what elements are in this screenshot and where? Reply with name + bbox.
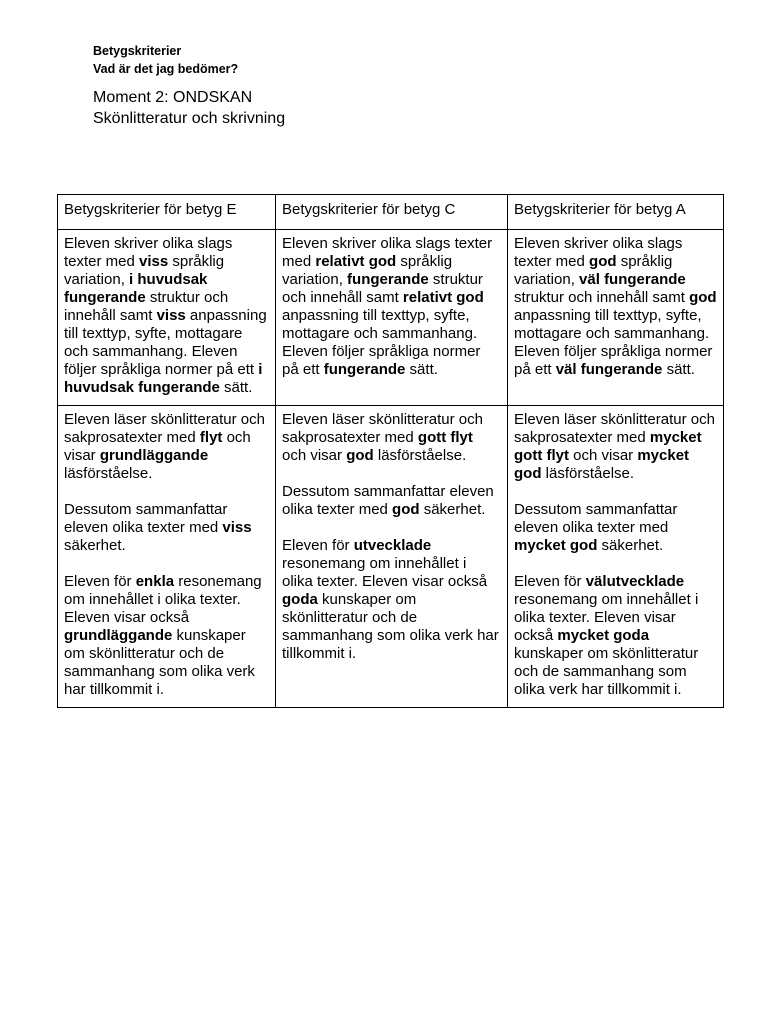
criteria-text: anpassning till texttyp, syfte, mottagare och sammanhang. Eleven följer språkliga normer på ett	[282, 307, 481, 378]
criteria-paragraph	[282, 537, 501, 663]
criteria-paragraph	[514, 501, 717, 555]
table-row	[58, 406, 724, 708]
emphasized-term: mycket goda	[557, 627, 650, 644]
criteria-paragraph	[64, 573, 269, 699]
criteria-text: Dessutom sammanfattar eleven olika texter med	[514, 501, 678, 536]
emphasized-term: grundläggande	[64, 627, 173, 644]
emphasized-term: väl fungerande	[579, 271, 686, 288]
criteria-text: kunskaper om skönlitteratur och de sammanhang som olika verk har tillkommit i.	[514, 645, 699, 698]
criteria-text: anpassning till texttyp, syfte, mottagare och sammanhang. Eleven följer språkliga normer på ett	[514, 307, 713, 378]
emphasized-term: i huvudsak fungerande	[64, 361, 263, 396]
criteria-text: struktur och innehåll samt	[282, 271, 483, 306]
emphasized-term: god	[346, 447, 374, 464]
criteria-text: säkerhet.	[419, 501, 486, 518]
emphasized-term: goda	[282, 591, 318, 608]
criteria-text: Dessutom sammanfattar eleven olika texter med	[282, 483, 494, 518]
emphasized-term: fungerande	[323, 361, 406, 378]
emphasized-term: i huvudsak fungerande	[64, 271, 208, 306]
header-grade-e: Betygskriterier för betyg E	[58, 195, 276, 230]
criteria-text: Eleven för	[64, 573, 136, 590]
criteria-text: säkerhet.	[597, 537, 664, 554]
criteria-paragraph	[514, 573, 717, 699]
emphasized-term: utvecklade	[353, 537, 432, 554]
criteria-text: språklig variation,	[282, 253, 453, 288]
document-heading	[93, 42, 238, 78]
criteria-text: läsförståelse.	[64, 465, 153, 482]
criteria-text: resonemang om innehållet i olika texter. Eleven visar också	[64, 573, 262, 626]
criteria-cell-grade-c	[276, 406, 508, 708]
moment-subtitle: Skönlitteratur och skrivning	[93, 110, 286, 127]
table-header-row	[58, 195, 724, 230]
criteria-cell-grade-a	[508, 406, 724, 708]
document-title: Betygskriterier	[93, 44, 182, 58]
criteria-cell-grade-e	[58, 230, 276, 406]
emphasized-term: enkla	[135, 573, 175, 590]
criteria-paragraph	[64, 411, 269, 483]
criteria-text: Eleven läser skönlitteratur och sakprosatexter med	[64, 411, 265, 446]
emphasized-term: mycket gott flyt	[514, 429, 702, 464]
emphasized-term: grundläggande	[99, 447, 209, 464]
emphasized-term: viss	[156, 307, 186, 324]
criteria-paragraph	[64, 235, 269, 397]
criteria-text: och visar	[568, 447, 638, 464]
criteria-text: Eleven för	[514, 573, 586, 590]
grading-criteria-table	[57, 194, 724, 708]
emphasized-term: gott flyt	[417, 429, 473, 446]
criteria-text: Eleven skriver olika slags texter med	[64, 235, 233, 270]
criteria-paragraph	[282, 411, 501, 465]
criteria-text: sätt.	[219, 379, 253, 396]
criteria-cell-grade-e	[58, 406, 276, 708]
emphasized-term: god	[589, 253, 617, 270]
table-body	[58, 230, 724, 708]
emphasized-term: mycket god	[514, 447, 690, 482]
header-grade-c: Betygskriterier för betyg C	[276, 195, 508, 230]
document-subtitle: Vad är det jag bedömer?	[93, 62, 239, 76]
criteria-text: Eleven för	[282, 537, 354, 554]
criteria-cell-grade-c	[276, 230, 508, 406]
criteria-text: Eleven skriver olika slags texter med	[282, 235, 493, 270]
criteria-text: språklig variation,	[514, 253, 673, 288]
header-grade-a: Betygskriterier för betyg A	[508, 195, 724, 230]
criteria-text: Eleven läser skönlitteratur och sakprosatexter med	[514, 411, 715, 446]
criteria-text: språklig variation,	[64, 253, 225, 288]
criteria-paragraph	[282, 483, 501, 519]
criteria-text: struktur och innehåll samt	[514, 289, 690, 306]
criteria-text: sätt.	[662, 361, 695, 378]
criteria-paragraph	[514, 235, 717, 379]
criteria-text: anpassning till texttyp, syfte, mottagare och sammanhang. Eleven följer språkliga normer på ett	[64, 307, 267, 378]
criteria-text: struktur och innehåll samt	[64, 289, 229, 324]
emphasized-term: relativt god	[315, 253, 397, 270]
emphasized-term: flyt	[199, 429, 223, 446]
criteria-paragraph	[64, 501, 269, 555]
emphasized-term: fungerande	[347, 271, 429, 288]
criteria-text: och visar	[282, 447, 347, 464]
criteria-cell-grade-a	[508, 230, 724, 406]
criteria-text: läsförståelse.	[373, 447, 467, 464]
moment-title: Moment 2: ONDSKAN	[93, 89, 253, 106]
emphasized-term: god	[689, 289, 717, 306]
criteria-paragraph	[282, 235, 501, 379]
criteria-text: resonemang om innehållet i olika texter. Eleven visar också	[514, 591, 699, 644]
emphasized-term: väl fungerande	[555, 361, 663, 378]
criteria-text: säkerhet.	[64, 537, 126, 554]
criteria-text: resonemang om innehållet i olika texter. Eleven visar också	[282, 555, 488, 590]
emphasized-term: välutvecklade	[585, 573, 685, 590]
table-row	[58, 230, 724, 406]
emphasized-term: god	[392, 501, 420, 518]
criteria-text: sätt.	[405, 361, 438, 378]
emphasized-term: mycket god	[514, 537, 598, 554]
criteria-paragraph	[514, 411, 717, 483]
moment-heading	[93, 87, 285, 129]
criteria-text: kunskaper om skönlitteratur och de sammanhang som olika verk har tillkommit i.	[282, 591, 499, 662]
criteria-text: läsförståelse.	[541, 465, 635, 482]
criteria-text: kunskaper om skönlitteratur och de sammanhang som olika verk har tillkommit i.	[64, 627, 255, 698]
emphasized-term: viss	[222, 519, 252, 536]
emphasized-term: relativt god	[402, 289, 484, 306]
criteria-text: Eleven läser skönlitteratur och sakprosatexter med	[282, 411, 483, 446]
criteria-text: Dessutom sammanfattar eleven olika texter med	[64, 501, 228, 536]
criteria-text: Eleven skriver olika slags texter med	[514, 235, 683, 270]
emphasized-term: viss	[139, 253, 169, 270]
criteria-text: och visar	[64, 429, 251, 464]
